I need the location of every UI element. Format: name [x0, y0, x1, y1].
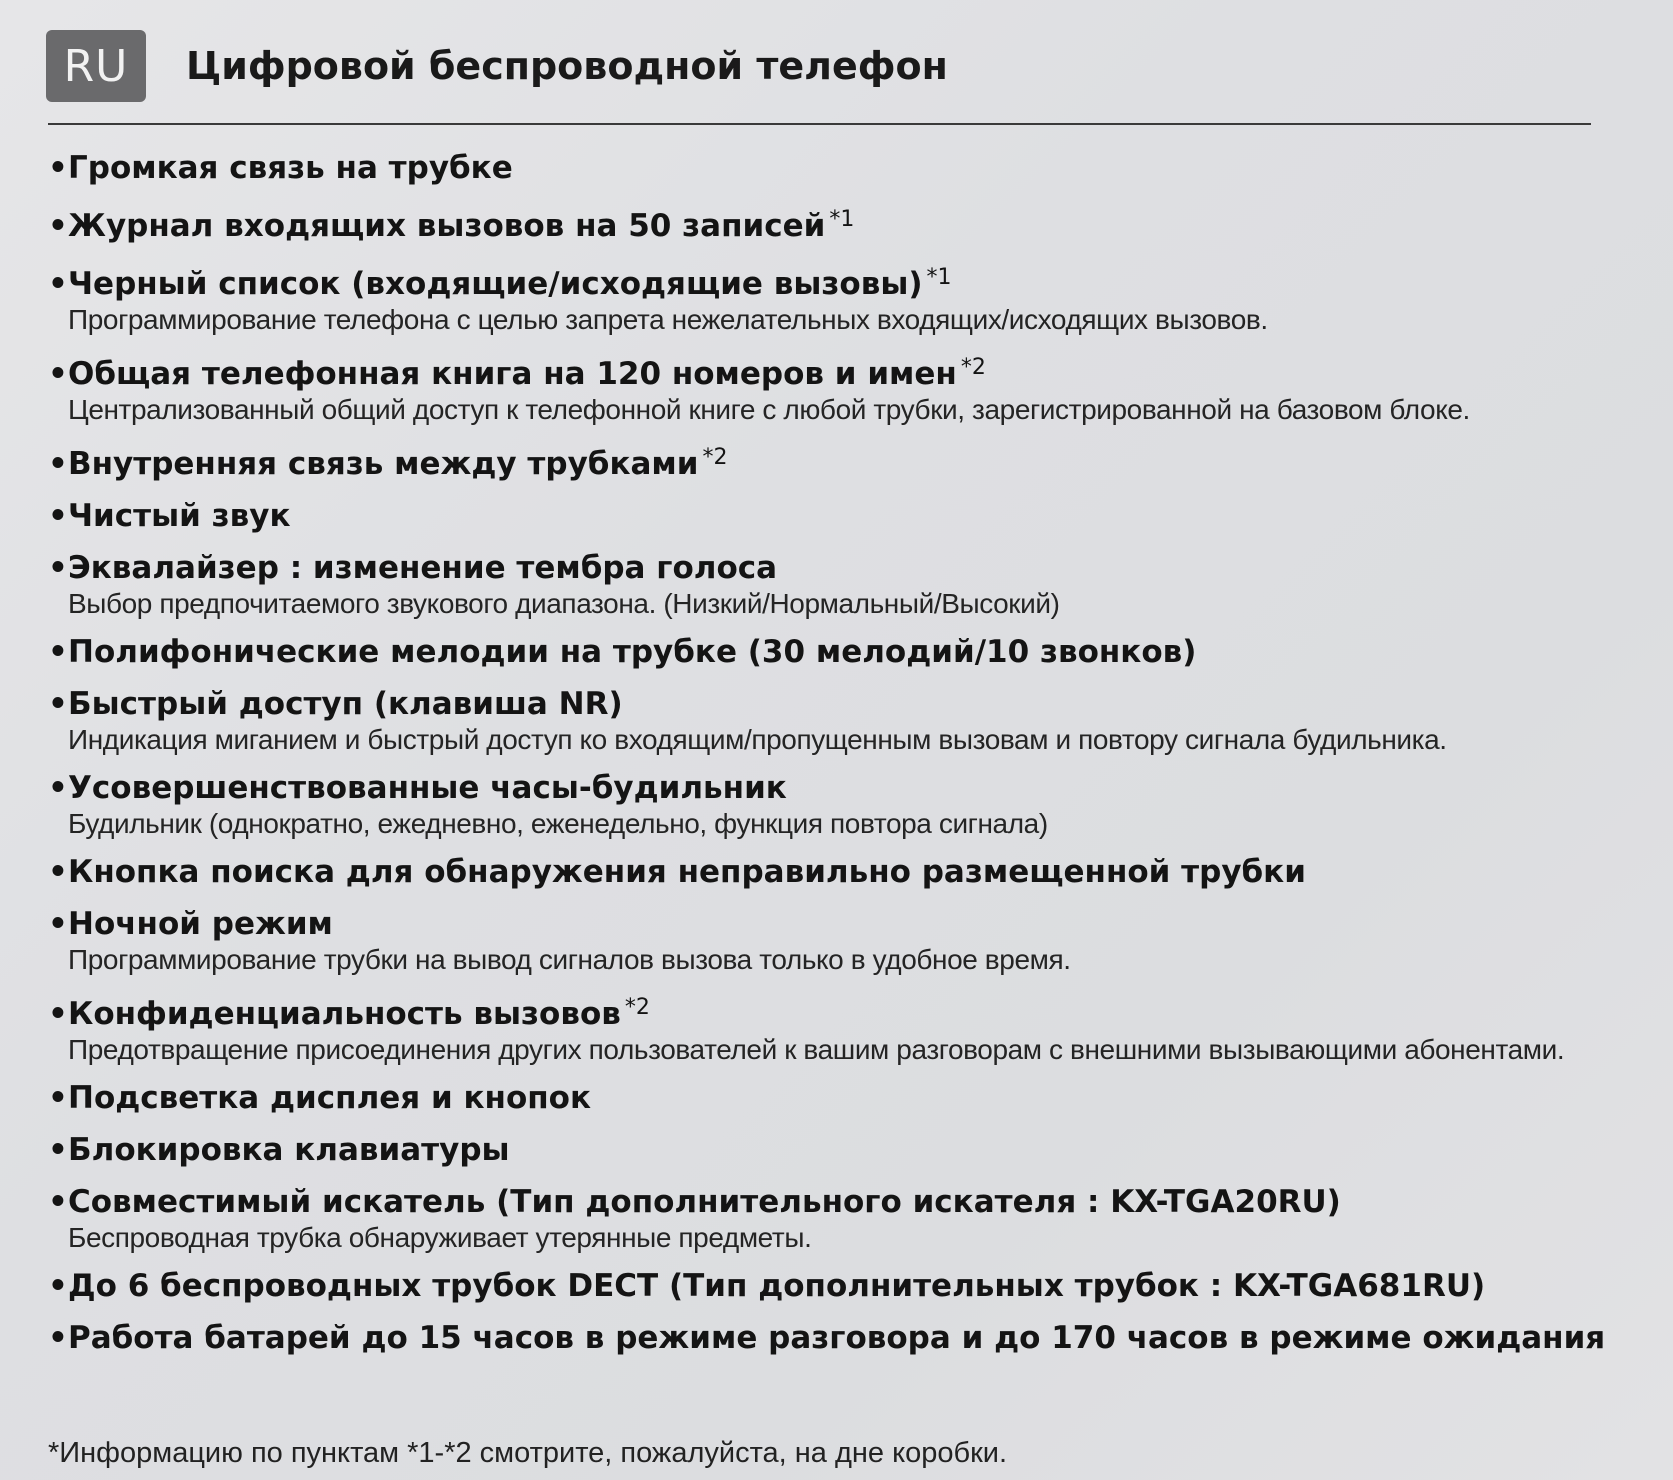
- bullet-icon: •: [48, 1184, 68, 1220]
- feature-description: Будильник (однократно, ежедневно, еженедельно, функция повтора сигнала): [68, 808, 1048, 839]
- feature-title-text: Быстрый доступ (клавиша NR): [68, 686, 623, 722]
- feature-title: [48, 146, 1608, 190]
- header-divider: [48, 123, 1591, 125]
- feature-title-text: Внутренняя связь между трубками: [68, 446, 699, 482]
- feature-item: [48, 1128, 1608, 1172]
- bullet-icon: •: [48, 150, 68, 186]
- footnote-marker: *1: [926, 265, 952, 290]
- bullet-icon: •: [48, 550, 68, 586]
- feature-item: [48, 436, 1608, 486]
- bullet-icon: •: [48, 1132, 68, 1168]
- feature-item: [48, 546, 1608, 622]
- feature-title: [48, 1180, 1608, 1224]
- feature-title-text: Чистый звук: [68, 498, 291, 534]
- bullet-icon: •: [48, 208, 68, 244]
- feature-title-text: Черный список (входящие/исходящие вызовы): [68, 266, 923, 302]
- feature-title-text: Совместимый искатель (Тип дополнительного искателя : KX-TGA20RU): [68, 1184, 1341, 1220]
- bullet-icon: •: [48, 1268, 68, 1304]
- footnote-marker: *2: [624, 995, 650, 1020]
- feature-item: [48, 902, 1608, 978]
- feature-title: [48, 630, 1608, 674]
- bullet-icon: •: [48, 634, 68, 670]
- feature-item: [48, 256, 1608, 338]
- feature-title: [48, 1264, 1608, 1308]
- feature-description: Программирование телефона с целью запрета нежелательных входящих/исходящих вызовов.: [68, 304, 1268, 335]
- feature-title-text: Ночной режим: [68, 906, 333, 942]
- feature-title: [48, 682, 1608, 726]
- feature-title-text: Кнопка поиска для обнаружения неправильно размещенной трубки: [68, 854, 1306, 890]
- feature-title-text: Подсветка дисплея и кнопок: [68, 1080, 592, 1116]
- feature-title: [48, 986, 1608, 1036]
- bullet-icon: •: [48, 854, 68, 890]
- feature-title: [48, 436, 1608, 486]
- feature-title-text: Усовершенствованные часы-будильник: [68, 770, 787, 806]
- feature-title: [48, 902, 1608, 946]
- feature-title: [48, 850, 1608, 894]
- feature-title-text: Общая телефонная книга на 120 номеров и имен: [68, 356, 957, 392]
- feature-title-text: Работа батарей до 15 часов в режиме разговора и до 170 часов в режиме ожидания: [68, 1320, 1606, 1356]
- feature-item: [48, 494, 1608, 538]
- feature-title: [48, 1316, 1608, 1360]
- bullet-icon: •: [48, 1320, 68, 1356]
- feature-title-text: Громкая связь на трубке: [68, 150, 513, 186]
- feature-title-text: До 6 беспроводных трубок DECT (Тип дополнительных трубок : KX-TGA681RU): [68, 1268, 1486, 1304]
- feature-description: Программирование трубки на вывод сигналов вызова только в удобное время.: [68, 944, 1071, 975]
- feature-item: [48, 1076, 1608, 1120]
- feature-description: Централизованный общий доступ к телефонной книге с любой трубки, зарегистрированной на базовом блоке.: [68, 394, 1470, 425]
- feature-title: [48, 1128, 1608, 1172]
- feature-title-text: Эквалайзер : изменение тембра голоса: [68, 550, 778, 586]
- feature-title: [48, 494, 1608, 538]
- feature-item: [48, 1316, 1608, 1360]
- bullet-icon: •: [48, 446, 68, 482]
- feature-item: [48, 986, 1608, 1068]
- feature-item: [48, 346, 1608, 428]
- feature-description: Выбор предпочитаемого звукового диапазона. (Низкий/Нормальный/Высокий): [68, 588, 1060, 619]
- feature-title: [48, 346, 1608, 396]
- feature-item: [48, 198, 1608, 248]
- feature-description: Индикация миганием и быстрый доступ ко входящим/пропущенным вызовам и повтору сигнала будильника.: [68, 724, 1447, 755]
- footnote-marker: *1: [829, 207, 855, 232]
- feature-item: [48, 682, 1608, 758]
- bullet-icon: •: [48, 266, 68, 302]
- feature-item: [48, 1264, 1608, 1308]
- feature-title-text: Полифонические мелодии на трубке (30 мелодий/10 звонков): [68, 634, 1197, 670]
- feature-title-text: Блокировка клавиатуры: [68, 1132, 510, 1168]
- footnote-marker: *2: [960, 355, 986, 380]
- feature-title: [48, 1076, 1608, 1120]
- bullet-icon: •: [48, 686, 68, 722]
- feature-title: [48, 198, 1608, 248]
- feature-list: [48, 146, 1608, 1368]
- bullet-icon: •: [48, 770, 68, 806]
- feature-description: Предотвращение присоединения других пользователей к вашим разговорам с внешними вызывающими абонентами.: [68, 1034, 1565, 1065]
- feature-item: [48, 766, 1608, 842]
- feature-title-text: Конфиденциальность вызовов: [68, 996, 621, 1032]
- language-badge: RU: [46, 30, 146, 102]
- feature-title: [48, 766, 1608, 810]
- footnote-marker: *2: [702, 445, 728, 470]
- page-title: Цифровой беспроводной телефон: [186, 44, 948, 88]
- feature-item: [48, 1180, 1608, 1256]
- feature-item: [48, 146, 1608, 190]
- feature-title-text: Журнал входящих вызовов на 50 записей: [68, 208, 826, 244]
- footnote: *Информацию по пунктам *1-*2 смотрите, пожалуйста, на дне коробки.: [48, 1437, 1008, 1469]
- feature-title: [48, 546, 1608, 590]
- bullet-icon: •: [48, 356, 68, 392]
- feature-description: Беспроводная трубка обнаруживает утерянные предметы.: [68, 1222, 812, 1253]
- bullet-icon: •: [48, 498, 68, 534]
- bullet-icon: •: [48, 906, 68, 942]
- header: [46, 30, 948, 102]
- feature-item: [48, 630, 1608, 674]
- feature-item: [48, 850, 1608, 894]
- feature-title: [48, 256, 1608, 306]
- bullet-icon: •: [48, 996, 68, 1032]
- bullet-icon: •: [48, 1080, 68, 1116]
